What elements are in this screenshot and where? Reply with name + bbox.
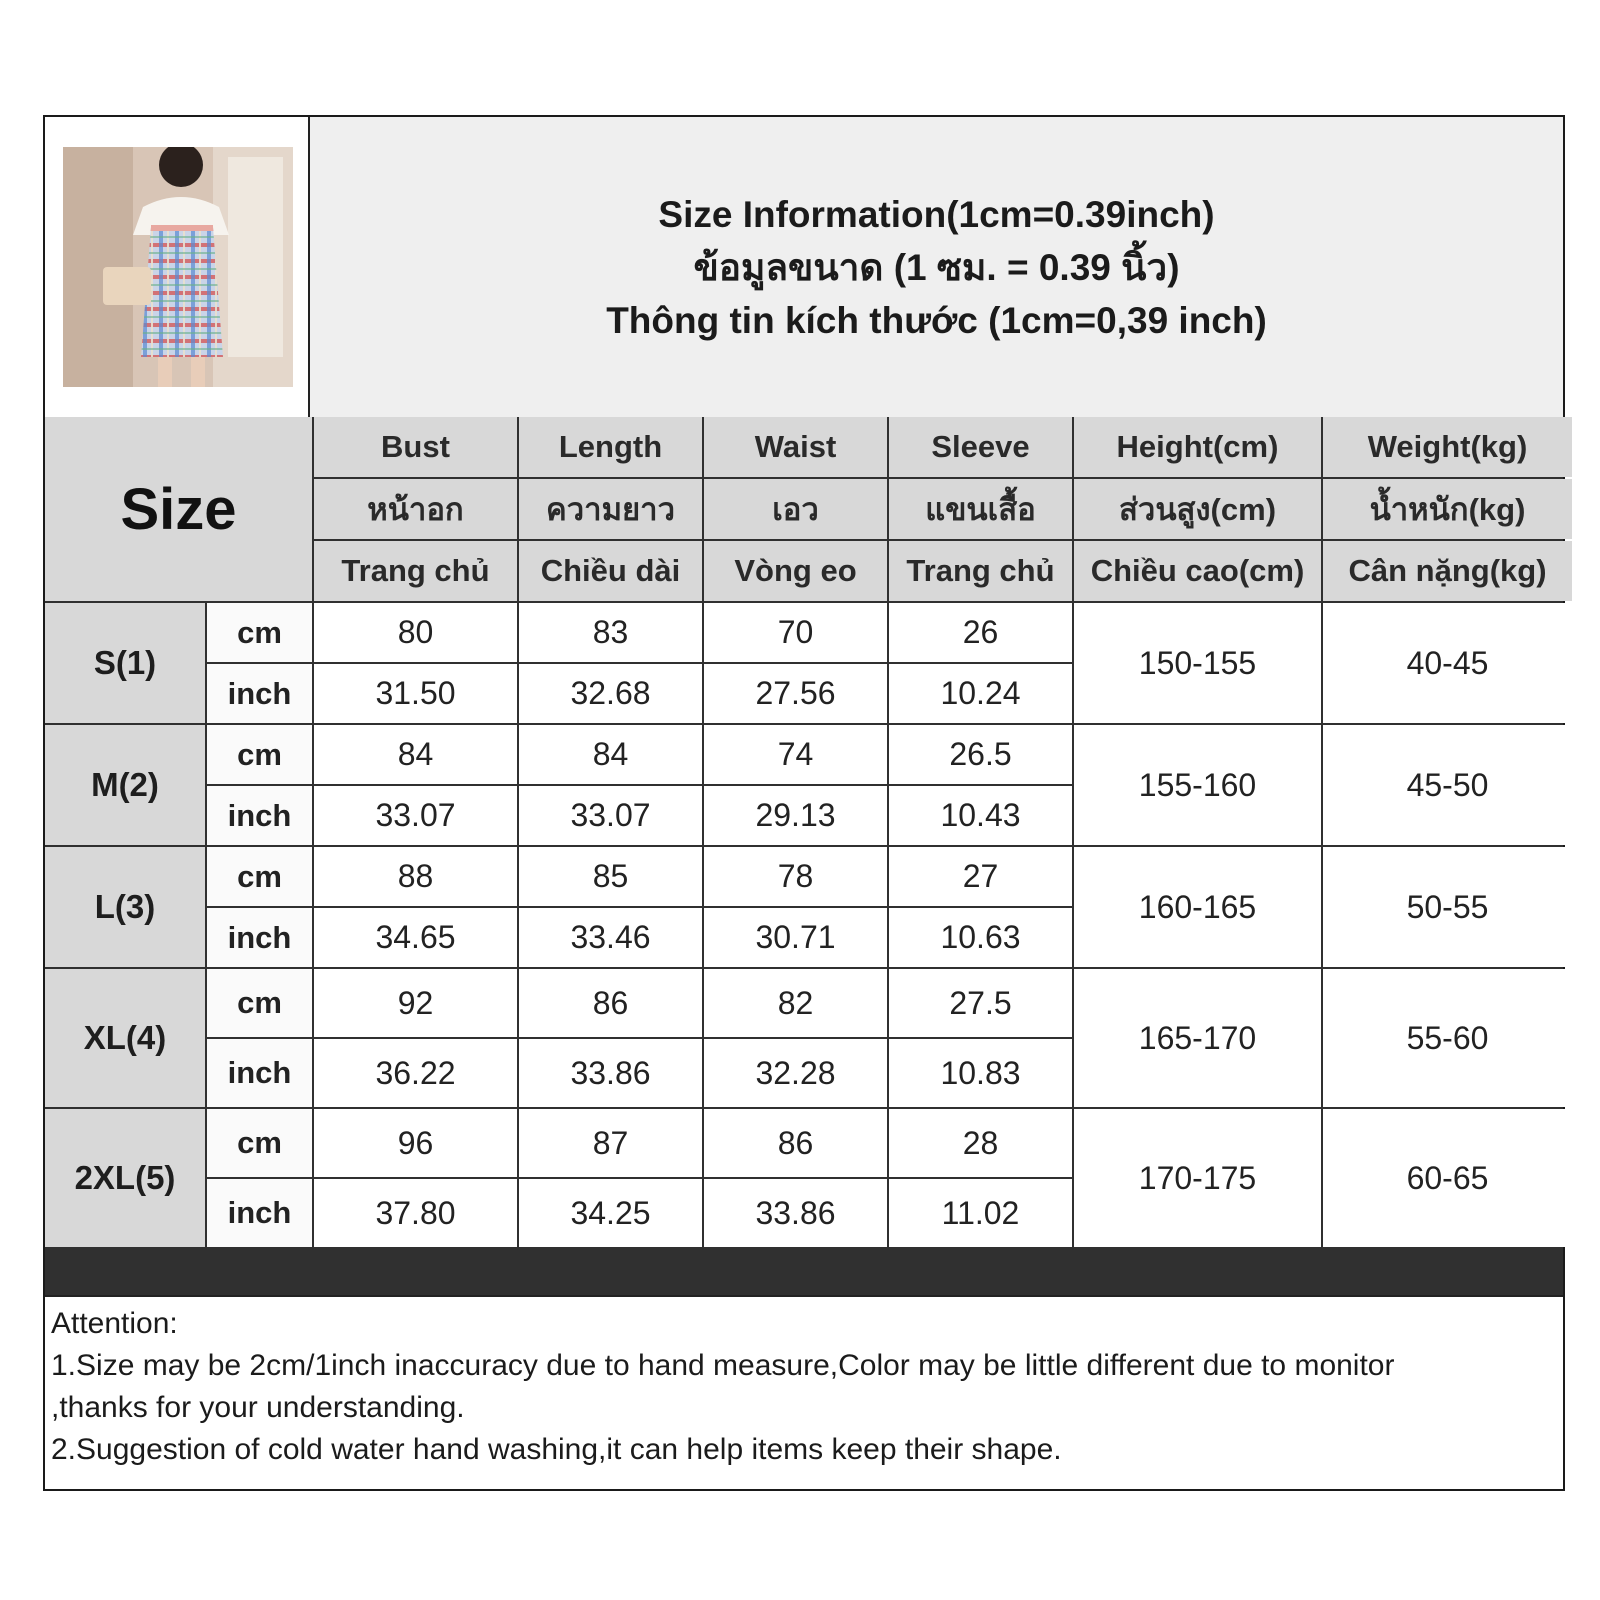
table-cell: 82: [704, 969, 887, 1037]
table-cell: 27.56: [704, 664, 887, 723]
col-header-sleeve-vi: Trang chủ: [889, 541, 1072, 601]
col-header-waist-th: เอว: [704, 479, 887, 539]
table-cell: 33.07: [519, 786, 702, 845]
col-header-weight-vi: Cân nặng(kg): [1323, 541, 1572, 601]
size-table: [45, 417, 1563, 1295]
table-cell: 84: [519, 725, 702, 784]
table-cell: 11.02: [889, 1179, 1072, 1247]
table-cell: 31.50: [314, 664, 517, 723]
col-header-sleeve-th: แขนเสื้อ: [889, 479, 1072, 539]
table-cell: 78: [704, 847, 887, 906]
table-cell: 33.86: [519, 1039, 702, 1107]
col-header-length-vi: Chiều dài: [519, 541, 702, 601]
table-cell: 32.28: [704, 1039, 887, 1107]
table-cell: 34.25: [519, 1179, 702, 1247]
table-cell: 86: [519, 969, 702, 1037]
weight-range: 40-45: [1323, 603, 1572, 723]
weight-range: 50-55: [1323, 847, 1572, 967]
weight-range: 55-60: [1323, 969, 1572, 1107]
table-cell: 33.46: [519, 908, 702, 967]
note-line: 1.Size may be 2cm/1inch inaccuracy due to hand measure,Color may be little different due to monitor: [51, 1349, 1395, 1382]
unit-label: cm: [207, 969, 312, 1037]
unit-label: inch: [207, 1179, 312, 1247]
col-header-height-th: ส่วนสูง(cm): [1074, 479, 1321, 539]
table-cell: 10.83: [889, 1039, 1072, 1107]
height-range: 155-160: [1074, 725, 1321, 845]
col-header-bust-vi: Trang chủ: [314, 541, 517, 601]
height-range: 170-175: [1074, 1109, 1321, 1247]
size-label: 2XL(5): [45, 1109, 205, 1247]
table-cell: 29.13: [704, 786, 887, 845]
col-header-bust-th: หน้าอก: [314, 479, 517, 539]
height-range: 165-170: [1074, 969, 1321, 1107]
col-header-bust-en: Bust: [314, 417, 517, 477]
weight-range: 45-50: [1323, 725, 1572, 845]
table-cell: 30.71: [704, 908, 887, 967]
table-cell: 88: [314, 847, 517, 906]
col-header-sleeve-en: Sleeve: [889, 417, 1072, 477]
unit-label: cm: [207, 725, 312, 784]
table-cell: 87: [519, 1109, 702, 1177]
table-cell: 36.22: [314, 1039, 517, 1107]
size-label: XL(4): [45, 969, 205, 1107]
height-range: 150-155: [1074, 603, 1321, 723]
col-header-weight-th: น้ำหนัก(kg): [1323, 479, 1572, 539]
height-range: 160-165: [1074, 847, 1321, 967]
weight-range: 60-65: [1323, 1109, 1572, 1247]
table-cell: 32.68: [519, 664, 702, 723]
table-cell: 27: [889, 847, 1072, 906]
col-header-weight-en: Weight(kg): [1323, 417, 1572, 477]
size-chart: [43, 115, 1565, 1491]
table-cell: 26.5: [889, 725, 1072, 784]
table-cell: 85: [519, 847, 702, 906]
col-header-height-vi: Chiều cao(cm): [1074, 541, 1321, 601]
attention-notes: [45, 1295, 1563, 1489]
col-header-length-en: Length: [519, 417, 702, 477]
note-line: 2.Suggestion of cold water hand washing,it can help items keep their shape.: [51, 1433, 1062, 1466]
note-line: ,thanks for your understanding.: [51, 1391, 465, 1424]
table-cell: 10.24: [889, 664, 1072, 723]
col-header-height-en: Height(cm): [1074, 417, 1321, 477]
table-cell: 28: [889, 1109, 1072, 1177]
title-thai: ข้อมูลขนาด (1 ซม. = 0.39 นิ้ว): [693, 246, 1180, 288]
table-cell: 37.80: [314, 1179, 517, 1247]
unit-label: inch: [207, 1039, 312, 1107]
table-cell: 96: [314, 1109, 517, 1177]
table-cell: 80: [314, 603, 517, 662]
size-label: S(1): [45, 603, 205, 723]
dress-photo: [63, 147, 293, 387]
size-label: M(2): [45, 725, 205, 845]
unit-label: inch: [207, 786, 312, 845]
col-header-waist-en: Waist: [704, 417, 887, 477]
table-cell: 84: [314, 725, 517, 784]
unit-label: cm: [207, 603, 312, 662]
table-cell: 10.63: [889, 908, 1072, 967]
photo-cell: [45, 117, 310, 417]
title-vietnamese: Thông tin kích thước (1cm=0,39 inch): [606, 299, 1267, 341]
unit-label: inch: [207, 664, 312, 723]
table-cell: 33.86: [704, 1179, 887, 1247]
unit-label: cm: [207, 1109, 312, 1177]
table-cell: 83: [519, 603, 702, 662]
table-cell: 10.43: [889, 786, 1072, 845]
unit-label: cm: [207, 847, 312, 906]
col-header-length-th: ความยาว: [519, 479, 702, 539]
unit-label: inch: [207, 908, 312, 967]
table-cell: 92: [314, 969, 517, 1037]
table-cell: 70: [704, 603, 887, 662]
title-cell: [310, 117, 1563, 417]
size-label: L(3): [45, 847, 205, 967]
table-cell: 33.07: [314, 786, 517, 845]
table-cell: 27.5: [889, 969, 1072, 1037]
title-english: Size Information(1cm=0.39inch): [658, 193, 1215, 235]
table-cell: 26: [889, 603, 1072, 662]
table-cell: 74: [704, 725, 887, 784]
col-header-waist-vi: Vòng eo: [704, 541, 887, 601]
table-cell: 34.65: [314, 908, 517, 967]
size-header: Size: [45, 417, 312, 601]
table-cell: 86: [704, 1109, 887, 1177]
note-heading: Attention:: [51, 1307, 178, 1340]
